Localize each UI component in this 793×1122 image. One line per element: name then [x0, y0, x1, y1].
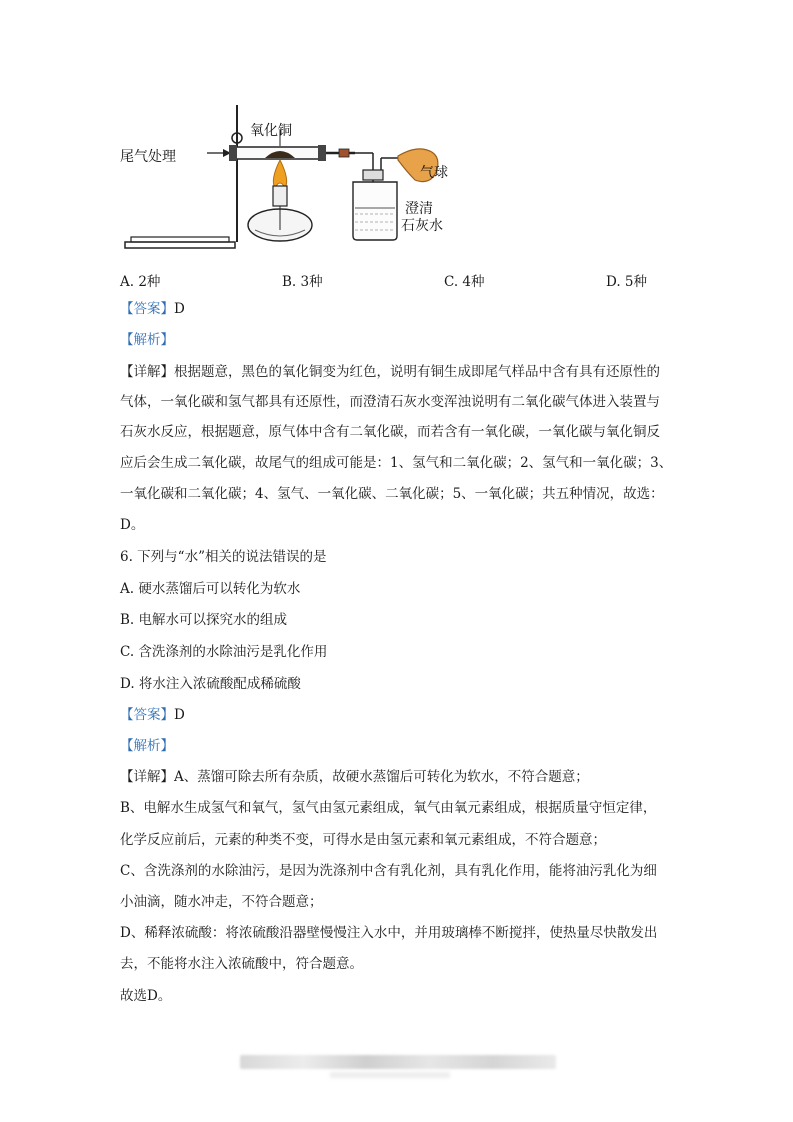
- q5-option-d: D. 5种: [606, 274, 648, 290]
- q5-detail-line-6: D。: [120, 517, 145, 533]
- label-limewater-1: 澄清: [405, 201, 433, 217]
- detail-text: A、蒸馏可除去所有杂质，故硬水蒸馏后可转化为软水，不符合题意；: [174, 769, 589, 785]
- answer-tag: 【答案】: [120, 707, 174, 723]
- q6-detail-line-5: 小油滴，随水冲走，不符合题意；: [120, 894, 323, 910]
- detail-tag: 【详解】: [120, 769, 174, 785]
- q6-answer: [120, 705, 185, 725]
- q6-option-d: D. 将水注入浓硫酸配成稀硫酸: [120, 676, 301, 692]
- q5-detail-line-5: 一氧化碳和二氧化碳；4、氢气、一氧化碳、二氧化碳；5、一氧化碳；共五种情况，故选：: [120, 486, 664, 502]
- apparatus-figure: [115, 100, 475, 260]
- blurred-footer-sub: [330, 1072, 450, 1078]
- label-copper-oxide: 氧化铜: [250, 123, 292, 139]
- q6-option-c: C. 含洗涤剂的水除油污是乳化作用: [120, 644, 328, 660]
- q6-detail-line-2: B、电解水生成氢气和氧气，氢气由氢元素组成，氧气由氧元素组成，根据质量守恒定律，: [120, 800, 657, 816]
- q5-options: [120, 270, 680, 290]
- q5-analysis-tag: 【解析】: [120, 332, 174, 348]
- q6-detail-line-7: 去，不能将水注入浓硫酸中，符合题意。: [120, 956, 363, 972]
- label-tail-gas: 尾气处理: [120, 149, 176, 165]
- q6-detail-line-8: 故选D。: [120, 988, 172, 1004]
- answer-value: D: [174, 301, 185, 317]
- q5-option-c: C. 4种: [444, 274, 485, 290]
- q5-option-b: B. 3种: [282, 274, 323, 290]
- label-limewater-2: 石灰水: [401, 218, 443, 234]
- q5-detail-line-1: [120, 362, 660, 382]
- q5-detail-line-4: 应后会生成二氧化碳，故尾气的组成可能是：1、氢气和二氧化碳；2、氢气和一氧化碳；3、: [120, 455, 673, 471]
- q6-analysis-tag: 【解析】: [120, 738, 174, 754]
- q6-option-a: A. 硬水蒸馏后可以转化为软水: [120, 581, 301, 597]
- q5-detail-line-2: 气体，一氧化碳和氢气都具有还原性，而澄清石灰水变浑浊说明有二氧化碳气体进入装置与: [120, 394, 660, 410]
- q6-detail-line-1: [120, 767, 589, 787]
- detail-text: 根据题意，黑色的氧化铜变为红色，说明有铜生成即尾气样品中含有具有还原性的: [174, 364, 660, 380]
- label-balloon: 气球: [420, 165, 448, 181]
- detail-tag: 【详解】: [120, 364, 174, 380]
- answer-value: D: [174, 707, 185, 723]
- q5-answer: [120, 299, 185, 319]
- q6-detail-line-6: D、稀释浓硫酸：将浓硫酸沿器壁慢慢注入水中，并用玻璃棒不断搅拌，使热量尽快散发出: [120, 925, 658, 941]
- answer-tag: 【答案】: [120, 301, 174, 317]
- q6-detail-line-4: C、含洗涤剂的水除油污，是因为洗涤剂中含有乳化剂，具有乳化作用，能将油污乳化为细: [120, 863, 657, 879]
- q6-stem: 6. 下列与“水”相关的说法错误的是: [120, 549, 327, 565]
- q6-option-b: B. 电解水可以探究水的组成: [120, 612, 288, 628]
- q5-detail-line-3: 石灰水反应，根据题意，原气体中含有二氧化碳，而若含有一氧化碳，一氧化碳与氧化铜反: [120, 424, 660, 440]
- blurred-footer: [240, 1055, 556, 1069]
- q5-option-a: A. 2种: [120, 274, 161, 290]
- q6-detail-line-3: 化学反应前后，元素的种类不变，可得水是由氢元素和氧元素组成，不符合题意；: [120, 832, 606, 848]
